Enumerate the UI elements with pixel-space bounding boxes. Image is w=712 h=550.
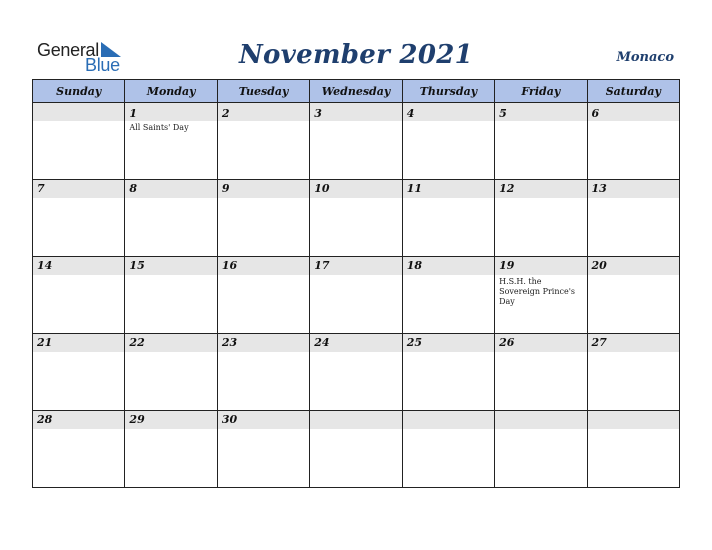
day-number-bar: [125, 334, 216, 352]
day-cell: [217, 257, 309, 334]
day-cell: [495, 411, 587, 488]
day-number-bar: [310, 411, 401, 429]
day-number-bar: [33, 334, 124, 352]
day-number: 14: [37, 259, 53, 272]
day-cell: [125, 257, 217, 334]
weekday-header: Saturday: [587, 80, 679, 103]
day-number: 8: [129, 182, 138, 195]
day-number: 7: [37, 182, 45, 195]
day-number: 25: [406, 336, 422, 349]
day-number: 5: [499, 107, 507, 120]
day-number-bar: [310, 103, 401, 121]
day-number-bar: [588, 257, 679, 275]
weekday-header-row: [33, 80, 680, 103]
day-cell: [33, 334, 125, 411]
day-number: 3: [314, 107, 322, 120]
logo-word-general: General: [37, 40, 99, 60]
day-number: 9: [221, 182, 230, 195]
day-number: 12: [499, 182, 515, 195]
day-cell: [125, 334, 217, 411]
day-cell: [217, 180, 309, 257]
calendar-title: November 2021: [238, 40, 473, 70]
day-cell: [217, 411, 309, 488]
weekday-header: Tuesday: [217, 80, 309, 103]
day-number-bar: [403, 103, 494, 121]
day-cell: [495, 257, 587, 334]
day-number-bar: [33, 103, 124, 121]
day-cell: [402, 257, 494, 334]
day-cell: [495, 334, 587, 411]
day-number-bar: [33, 257, 124, 275]
day-number-bar: [495, 334, 586, 352]
day-cell: [587, 103, 679, 180]
day-number: 29: [129, 413, 145, 426]
day-cell: [402, 103, 494, 180]
month-calendar-grid: [32, 79, 680, 488]
day-number-bar: [218, 180, 309, 198]
day-cell: [310, 411, 402, 488]
day-cell: [587, 411, 679, 488]
day-number-bar: [403, 334, 494, 352]
day-number-bar: [403, 411, 494, 429]
day-number-bar: [218, 411, 309, 429]
holiday-label: All Saints' Day: [129, 123, 189, 132]
day-number: 13: [591, 182, 607, 195]
day-cell: [125, 411, 217, 488]
day-number: 10: [314, 182, 330, 195]
weekday-header: Wednesday: [310, 80, 402, 103]
day-number: 17: [314, 259, 330, 272]
day-cell: [33, 103, 125, 180]
day-number-bar: [310, 257, 401, 275]
day-cell: [495, 180, 587, 257]
day-cell: [125, 103, 217, 180]
day-number: 22: [129, 336, 145, 349]
day-cell: [217, 103, 309, 180]
day-number: 20: [591, 259, 607, 272]
day-number-bar: [33, 411, 124, 429]
week-row: [33, 103, 680, 180]
day-cell: [587, 257, 679, 334]
day-number: 23: [221, 336, 238, 349]
weekday-header: Thursday: [402, 80, 494, 103]
day-number-bar: [588, 103, 679, 121]
day-cell: [587, 334, 679, 411]
day-number-bar: [495, 411, 586, 429]
weekday-header: Sunday: [33, 80, 125, 103]
day-number-bar: [218, 334, 309, 352]
day-number: 24: [314, 336, 330, 349]
day-number-bar: [125, 411, 216, 429]
day-number-bar: [218, 257, 309, 275]
day-number-bar: [588, 334, 679, 352]
day-number: 28: [37, 413, 53, 426]
day-cell: [33, 257, 125, 334]
day-cell: [310, 180, 402, 257]
day-cell: [402, 411, 494, 488]
day-number-bar: [125, 103, 216, 121]
day-cell: [495, 103, 587, 180]
day-number: 2: [221, 107, 230, 120]
calendar-body: [33, 103, 680, 488]
week-row: [33, 334, 680, 411]
day-number-bar: [310, 180, 401, 198]
day-cell: [310, 257, 402, 334]
day-number-bar: [495, 103, 586, 121]
day-number-bar: [588, 180, 679, 198]
day-number: 6: [591, 107, 600, 120]
day-cell: [33, 180, 125, 257]
day-number-bar: [495, 257, 586, 275]
holiday-label: H.S.H. the Sovereign Prince's Day: [499, 277, 576, 306]
day-number-bar: [125, 257, 216, 275]
day-cell: [310, 103, 402, 180]
day-number-bar: [218, 103, 309, 121]
day-number: 26: [499, 336, 515, 349]
day-number-bar: [310, 334, 401, 352]
day-number-bar: [125, 180, 216, 198]
day-number: 19: [499, 259, 515, 272]
weekday-header: Friday: [495, 80, 587, 103]
day-cell: [587, 180, 679, 257]
day-number: 30: [221, 413, 238, 426]
day-cell: [125, 180, 217, 257]
day-number-bar: [495, 180, 586, 198]
day-cell: [33, 411, 125, 488]
day-number-bar: [33, 180, 124, 198]
country-name: Monaco: [616, 50, 674, 65]
day-number-bar: [403, 257, 494, 275]
day-number: 27: [591, 336, 607, 349]
week-row: [33, 180, 680, 257]
day-cell: [310, 334, 402, 411]
weekday-header: Monday: [125, 80, 217, 103]
day-number: 21: [37, 336, 53, 349]
day-number: 16: [221, 259, 238, 272]
day-number: 11: [406, 182, 422, 195]
day-number-bar: [588, 411, 679, 429]
week-row: [33, 257, 680, 334]
day-number: 4: [406, 107, 415, 120]
day-cell: [402, 180, 494, 257]
day-number-bar: [403, 180, 494, 198]
week-row: [33, 411, 680, 488]
day-cell: [402, 334, 494, 411]
day-number: 15: [129, 259, 145, 272]
day-cell: [217, 334, 309, 411]
day-number: 18: [406, 259, 422, 272]
day-number: 1: [129, 107, 138, 120]
logo-word-blue: Blue: [85, 55, 120, 75]
